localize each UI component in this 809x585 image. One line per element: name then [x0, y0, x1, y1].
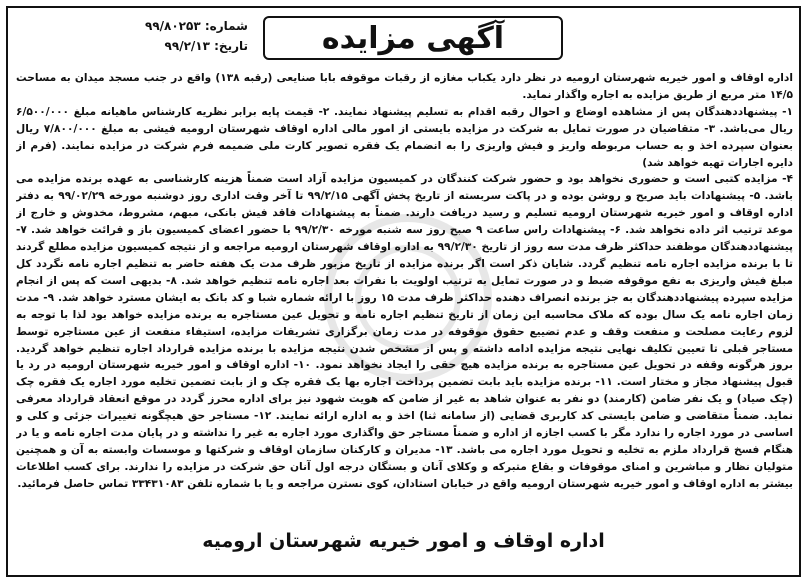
- notice-date-label: تاریخ:: [214, 39, 248, 53]
- notice-meta: [18, 16, 248, 56]
- notice-signature: اداره اوقاف و امور خیریه شهرستان ارومیه: [202, 530, 605, 552]
- notice-date: [18, 36, 248, 56]
- notice-number-value: ۹۹/۸۰۲۵۳: [145, 19, 201, 33]
- notice-body: [16, 70, 793, 528]
- notice-paragraph-intro: اداره اوقاف و امور خیریه شهرستان ارومیه در نظر دارد یکباب مغازه از رقبات موقوفه بابا صنایعی (رقبه ۱۳۸) واقع در جنب مسجد میدان به مساحت ۱۴/۵ متر مربع از طریق مزایده به اجاره واگذار نماید.: [16, 72, 793, 101]
- notice-number: [18, 16, 248, 36]
- notice-number-label: شماره:: [204, 19, 248, 33]
- notice-header: [8, 8, 799, 68]
- notice-paragraph-terms-2: ۴- مزایده کتبی است و حضوری نخواهد بود و حضور شرکت کنندگان در کمیسیون مزایده آزاد است ضمناً هزینه کارشناسی به عهده برنده مزایده می باشد. ۵- پیشنهادات باید صریح و روشن بوده و در پاکت سربسته از تاریخ پخش آگهی ۹۹/۲/۱۵ تا آخر وقت اداری روز دوشنبه مورخه ۹۹/۰۲/۲۹ به دفتر اداره اوقاف و امور خیریه شهرستان ارومیه تسلیم و رسید دریافت دارند. ضمناً به پیشنهادات فاقد فیش بانکی، مبهم، مشروط، مخدوش و خارج از موعد ترتیب اثر داده نخواهد شد. ۶- پیشنهادات راس ساعت ۹ صبح روز سه شنبه مورخه ۹۹/۲/۳۰ با حضور اعضای کمیسیون باز و قرائت خواهد شد. ۷- پیشنهاددهندگان موظفند حداکثر ظرف مدت سه روز از تاریخ ۹۹/۲/۳۰ به اداره اوقاف شهرستان ارومیه مراجعه و از نتیجه کمیسیون مزایده مطلع گردند تا با برنده مزایده اجاره نامه تنظیم گردد. شایان ذکر است اگر برنده مزایده از تاریخ مزبور ظرف مدت یک هفته حاضر به تنظیم اجاره نامه نگردد کل مبلغ فیش واریزی به نفع موقوفه ضبط و در صورت تمایل به ترتیب اولویت با نفرات بعد اجاره نامه تنظیم خواهد شد. ۸- بدیهی است که پس از انجام مزایده سپرده پیشنهاددهندگان به جز برنده انصراف دهنده حداکثر ظرف مدت ۱۵ روز با ارائه شماره شبا و کد بانک به ایشان مسترد خواهد شد. ۹- مدت زمان اجاره نامه یک سال بوده که ملاک محاسبه این زمان از تاریخ تنظیم اجاره نامه و تحویل عین مستاجره به برنده مزایده خواهد بود لذا با توجه به لزوم رعایت مصلحت و منفعت وقف و عدم تضییع حقوق موقوفه در مدت زمان برگزاری تشریفات مزایده، استیفاء منفعت از عین مستاجره توسط مستاجر قبلی تا تعیین تکلیف نهایی نتیجه مزایده ادامه داشته و پس از مشخص شدن نتیجه مزایده با برنده مزایده قرارداد اجاره تنظیم خواهد گردید. بروز هرگونه وقفه در تحویل عین مستاجره به برنده مزایده هیچ حقی را ایجاد نخواهد نمود. ۱۰- اداره اوقاف و امور خیریه شهرستان ارومیه در رد یا قبول پیشنهاد مجاز و مختار است. ۱۱- برنده مزایده باید بابت تضمین پرداخت اجاره بها یک فقره چک و از بابت تضمین تخلیه مورد اجاره یک فقره چک (چک صیاد) و یک نفر ضامن (کارمند) دو نفر به عنوان شاهد به غیر از ضامن که هویت شهود نیز برای اداره محرز گردد در موقع انعقاد قرارداد معرفی نماید. ضمناً متقاضی و ضامن بایستی کد کاربری قضایی (از سامانه ثنا) اخذ و به اداره ارائه نمایند. ۱۲- مستاجر حق هیچگونه تغییرات جزئی و کلی و اساسی در مورد اجاره را ندارد مگر با کسب اجازه از اداره و ضمناً مستاجر حق واگذاری مورد اجاره به غیر را نداشته و در پایان مدت اجاره نامه و یا در هنگام فسخ قرارداد ملزم به تخلیه و تحویل مورد اجاره می باشد. ۱۳- مدیران و کارکنان سازمان اوقاف و شرکتها و موسسات وابسته به آن و همچنین متولیان نظار و مباشرین و امنای موقوفات و بقاع متبرکه و وکلای آنان و بستگان درجه اول آنان حق شرکت در مزایده را ندارند. برای کسب اطلاعات بیشتر به اداره اوقاف و امور خیریه شهرستان ارومیه واقع در خیابان استادان، کوی نسترن مراجعه و یا با شماره تلفن ۳۳۴۳۱۰۸۳ تماس حاصل فرمائید.: [16, 173, 793, 490]
- auction-notice: [6, 6, 801, 577]
- notice-title: آگهی مزایده: [263, 16, 563, 60]
- notice-paragraph-terms-1: ۱- پیشنهاددهندگان پس از مشاهده اوضاع و احوال رقبه اقدام به تسلیم پیشنهاد نمایند. ۲- قیمت پایه برابر نظریه کارشناس ماهیانه مبلغ ۶/۵۰۰/۰۰۰ ریال می‌باشد. ۳- متقاضیان در صورت تمایل به شرکت در مزایده بایستی از امور مالی اداره اوقاف شهرستان ارومیه فیشی به مبلغ ۷/۸۰۰/۰۰۰ ریال بعنوان سپرده اخذ و به حساب مربوطه واریز و فیش واریزی را به انضمام یک فقره تصویر کارت ملی ضمیمه فرم شرکت در مزایده نمایند. (فرم از دایره اجارات تهیه خواهد شد): [16, 105, 793, 169]
- notice-date-value: ۹۹/۲/۱۳: [164, 39, 210, 53]
